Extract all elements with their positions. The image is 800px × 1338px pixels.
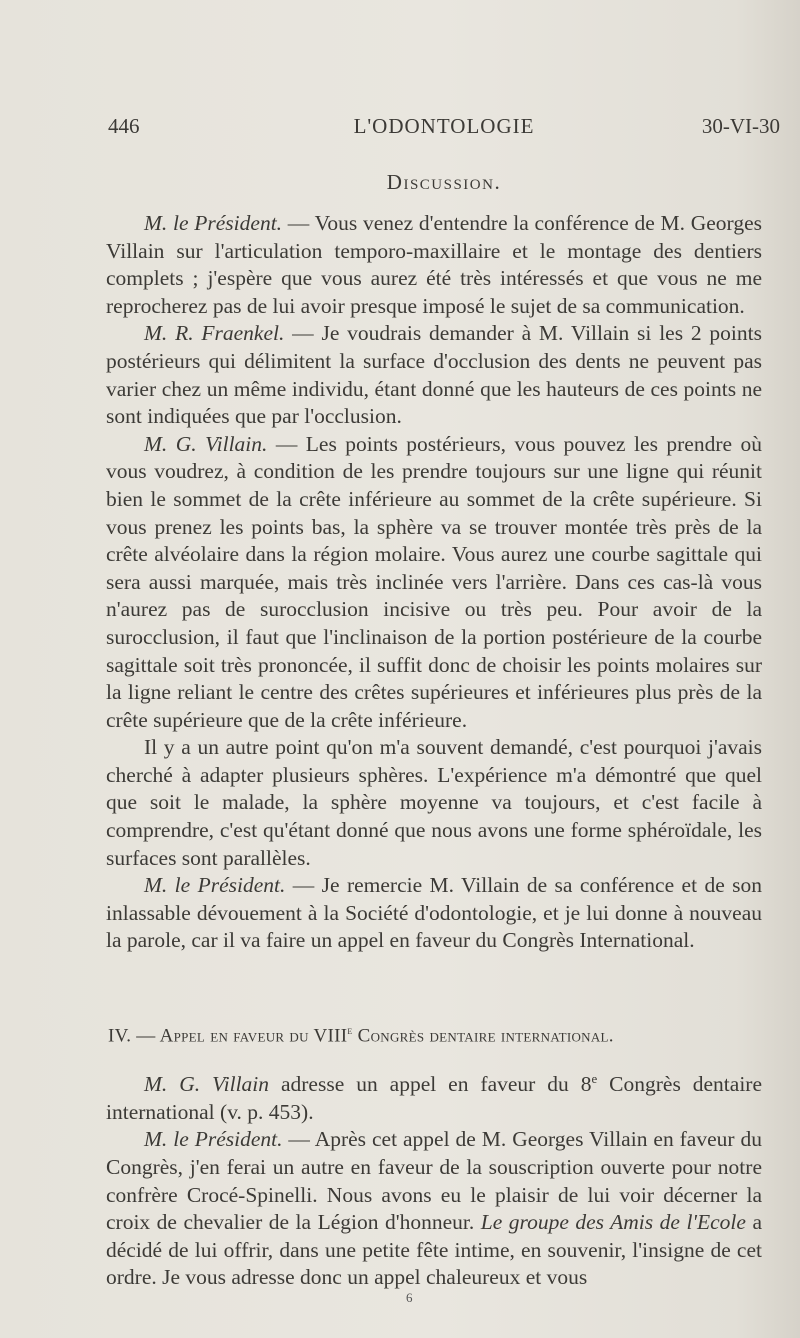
paragraph-text: — Les points postérieurs, vous pouvez les prendre où vous voudrez, à condition de les prendre toujours sur une ligne qui réunit bien le sommet de la crête inférieure au sommet de la crête supérieure. Si vous prenez les points bas, la sphère va se trouver montée très près de la crête alvéolaire dans la région molaire. Vous aurez une courbe sagittale qui sera aussi marquée, mais très inclinée vers l'arrière. Dans ces cas-là vous n'aurez pas de surocclusion incisive ou très peu. Pour avoir de la surocclusion, il faut que l'inclinaison de la portion postérieure de la courbe sagittale soit très prononcée, il suffit donc de choisir les points molaires sur la ligne reliant le centre des crêtes supérieures et inférieures plus près de la crête supérieure que de la crête inférieure. — [106, 431, 762, 732]
speaker-name: M. le Président. — [144, 211, 283, 235]
issue-date: 30-VI-30 — [701, 114, 780, 138]
discussion-body — [106, 210, 762, 955]
paragraph — [106, 1066, 762, 1126]
speaker-name: M. le Président. — [144, 1127, 283, 1152]
paragraph-text: a décidé de lui offrir, dans une petite fête intime, en souvenir, l'insigne de cet ordre. Je vous adresse donc un appel chaleureux et vous — [106, 1210, 762, 1290]
paragraph — [106, 872, 762, 955]
paragraph — [106, 210, 762, 320]
paragraph-text: — Je remercie M. Villain de sa conférence et de son inlassable dévouement à la Société d'odontologie, et je lui donne à nouveau la parole, car il va faire un appel en faveur du Congrès International. — [106, 873, 762, 953]
appeal-body — [106, 1066, 762, 1292]
heading-suffix: Congrès dentaire international. — [352, 1025, 614, 1047]
paragraph-text: Il y a un autre point qu'on m'a souvent demandé, c'est pourquoi j'avais cherché à adapter plusieurs sphères. L'expérience m'a démontré que quel que soit le malade, la sphère moyenne va toujours, et c'est facile à comprendre, c'est qu'étant donné que nous avons une forme sphéroïdale, les surfaces sont parallèles. — [106, 735, 762, 870]
speaker-name: M. G. Villain. — [144, 431, 268, 456]
paragraph — [106, 431, 762, 735]
paragraph-text: — Vous venez d'entendre la conférence de M. Georges Villain sur l'articulation temporo-maxillaire et le montage des dentiers complets ; j'espère que vous aurez été très intéressés et que vous ne me reprocherez pas de lui avoir presque imposé le sujet de sa communication. — [106, 211, 762, 318]
paragraph — [106, 1126, 762, 1292]
paragraph-text: — Je voudrais demander à M. Villain si les 2 points postérieurs qui délimitent la surface d'occlusion des dents ne peuvent pas varier chez un même individu, étant donné que les hauteurs de ces points ne sont indiquées que par l'occlusion. — [106, 321, 762, 429]
superscript: e — [591, 1072, 598, 1086]
speaker-name: M. le Président. — [144, 873, 286, 898]
italic-phrase: Le groupe des Amis de l'Ecole — [480, 1210, 746, 1235]
section-heading — [108, 1025, 768, 1047]
paragraph — [106, 734, 762, 872]
speaker-name: M. R. Fraenkel. — [144, 321, 285, 346]
paragraph-text: adresse un appel en faveur du 8 — [269, 1072, 592, 1097]
heading-superscript: e — [347, 1025, 353, 1037]
speaker-name: M. G. Villain — [144, 1072, 270, 1097]
paragraph — [106, 320, 762, 430]
page-number: 446 — [108, 114, 140, 138]
paragraph-text: — Après cet appel de M. Georges Villain en faveur du Congrès, j'en ferai un autre en faveur de la souscription ouverte pour notre confrère Crocé-Spinelli. Nous avons eu le plaisir de lui voir décerner la croix de chevalier de la Légion d'honneur. — [106, 1127, 762, 1235]
running-header — [108, 114, 780, 142]
heading-prefix: IV. — Appel en faveur du VIII — [108, 1025, 348, 1047]
paragraph-text: Congrès dentaire international (v. p. 453). — [106, 1072, 762, 1124]
footer-mark: 6 — [406, 1290, 413, 1305]
section-title: Discussion. — [386, 170, 502, 194]
journal-title: L'ODONTOLOGIE — [353, 114, 535, 138]
